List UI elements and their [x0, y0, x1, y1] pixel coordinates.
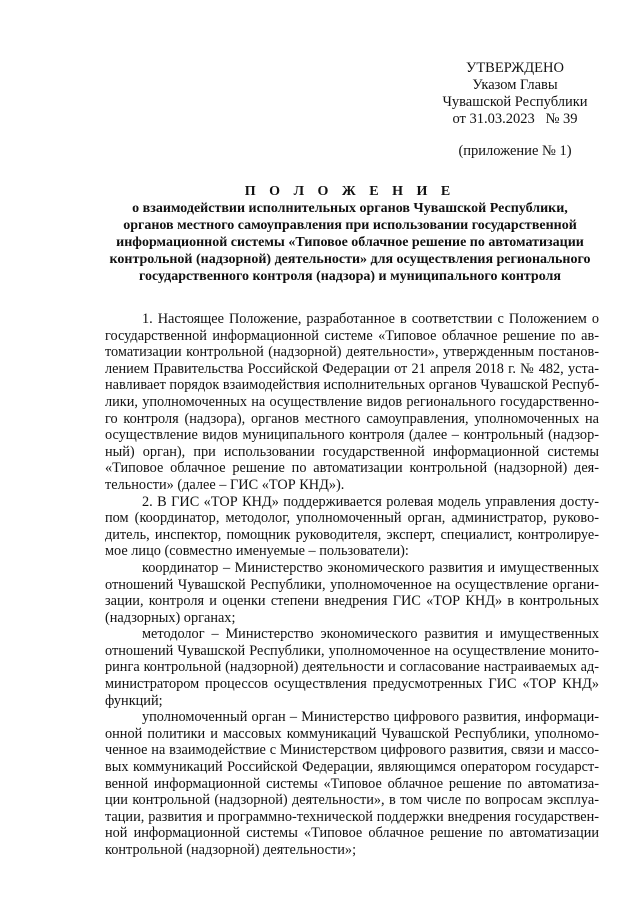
paragraph-line: дитель, инспектор, помощник руководителя, эксперт, специалист, контролируе-	[105, 526, 599, 543]
document-body	[105, 311, 599, 859]
paragraph-line: лением Правительства Российской Федерации от 21 апреля 2018 г. № 482, уста-	[105, 360, 599, 377]
document-subtitle-line: информационной системы «Типовое облачное решение по автоматизации	[116, 235, 584, 250]
approval-line: от 31.03.2023 № 39	[452, 111, 578, 127]
appendix-label: (приложение № 1)	[458, 143, 572, 159]
paragraph-line: государственной информационной системе «Типовое облачное решение по ав-	[105, 327, 599, 344]
document-subtitle-line: о взаимодействии исполнительных органов Чувашской Республики,	[132, 201, 568, 216]
paragraph-line: зации, контроля и оценки степени внедрения ГИС «ТОР КНД» в контрольных	[105, 593, 599, 610]
paragraph-line: координатор – Министерство экономического развития и имущественных	[142, 559, 599, 576]
document-heading	[100, 183, 600, 285]
body-paragraph	[105, 494, 599, 560]
paragraph-line: методолог – Министерство экономического развития и имущественных	[142, 626, 599, 643]
paragraph-line: пом (координатор, методолог, уполномоченный орган, администратор, руково-	[105, 510, 599, 527]
paragraph-line: тации, развития и программно-технической поддержки внедрения государствен-	[105, 808, 599, 825]
paragraph-line: функций;	[105, 692, 163, 709]
paragraph-line: вых коммуникаций Российской Федерации, являющимся оператором государст-	[105, 759, 599, 776]
paragraph-line: отношений Чувашской Республики, уполномоченное на осуществление монито-	[105, 642, 599, 659]
paragraph-line: ный) орган), при использовании государственной информационной системы	[105, 443, 599, 460]
paragraph-line: ции контрольной (надзорной) деятельности», в том числе по вопросам эксплуа-	[105, 792, 599, 809]
paragraph-line: (надзорных) органах;	[105, 609, 236, 626]
approval-line: Указом Главы	[472, 77, 558, 93]
paragraph-line: министратором процессов осуществления предусмотренных ГИС «ТОР КНД»	[105, 676, 599, 693]
approval-line: УТВЕРЖДЕНО	[466, 60, 564, 76]
paragraph-line: ченное на взаимодействие с Министерством цифрового развития, связи и массо-	[105, 742, 599, 759]
paragraph-line: мое лицо (совместно именуемые – пользователи):	[105, 543, 409, 560]
body-paragraph	[105, 709, 599, 858]
paragraph-line: венной информационной системы «Типовое облачное решение по автоматиза-	[105, 775, 599, 792]
body-paragraph	[105, 311, 599, 494]
paragraph-line: уполномоченный орган – Министерство цифрового развития, информаци-	[142, 709, 599, 726]
paragraph-line: тельности» (далее – ГИС «ТОР КНД»).	[105, 476, 345, 493]
body-paragraph	[105, 626, 599, 709]
paragraph-line: го контроля (надзора), органов местного самоуправления, уполномоченных на	[105, 410, 599, 427]
paragraph-line: лики, уполномоченных на осуществление видов регионального государственно-	[105, 393, 599, 410]
approval-stamp	[430, 60, 600, 128]
paragraph-line: томатизации контрольной (надзорной) деятельности», утвержденным постанов-	[105, 344, 599, 361]
paragraph-line: 1. Настоящее Положение, разработанное в соответствии с Положением о	[142, 311, 599, 327]
paragraph-line: 2. В ГИС «ТОР КНД» поддерживается ролевая модель управления досту-	[142, 493, 599, 510]
document-title: П О Л О Ж Е Н И Е	[244, 184, 456, 199]
paragraph-line: навливает порядок взаимодействия исполнительных органов Чувашской Респуб-	[105, 377, 600, 394]
document-subtitle-line: органов местного самоуправления при использовании государственной	[123, 218, 577, 233]
approval-line: Чувашской Республики	[442, 94, 588, 110]
paragraph-line: ной информационной системы «Типовое облачное решение по автоматизации	[105, 825, 599, 842]
document-subtitle-line: контрольной (надзорной) деятельности» для осуществления регионального	[109, 252, 591, 267]
document-subtitle-line: государственного контроля (надзора) и муниципального контроля	[139, 269, 561, 284]
paragraph-line: ринга контрольной (надзорной) деятельности и согласование настраиваемых ад-	[105, 659, 599, 676]
paragraph-line: «Типовое облачное решение по автоматизации контрольной (надзорной) дея-	[105, 460, 599, 477]
paragraph-line: осуществление видов муниципального контроля (далее – контрольный (надзор-	[105, 427, 599, 444]
paragraph-line: контрольной (надзорной) деятельности»;	[105, 842, 357, 858]
paragraph-line: онной политики и массовых коммуникаций Чувашской Республики, уполномо-	[105, 725, 599, 742]
body-paragraph	[105, 560, 599, 626]
paragraph-line: отношений Чувашской Республики, уполномоченное на осуществление органи-	[105, 576, 599, 593]
